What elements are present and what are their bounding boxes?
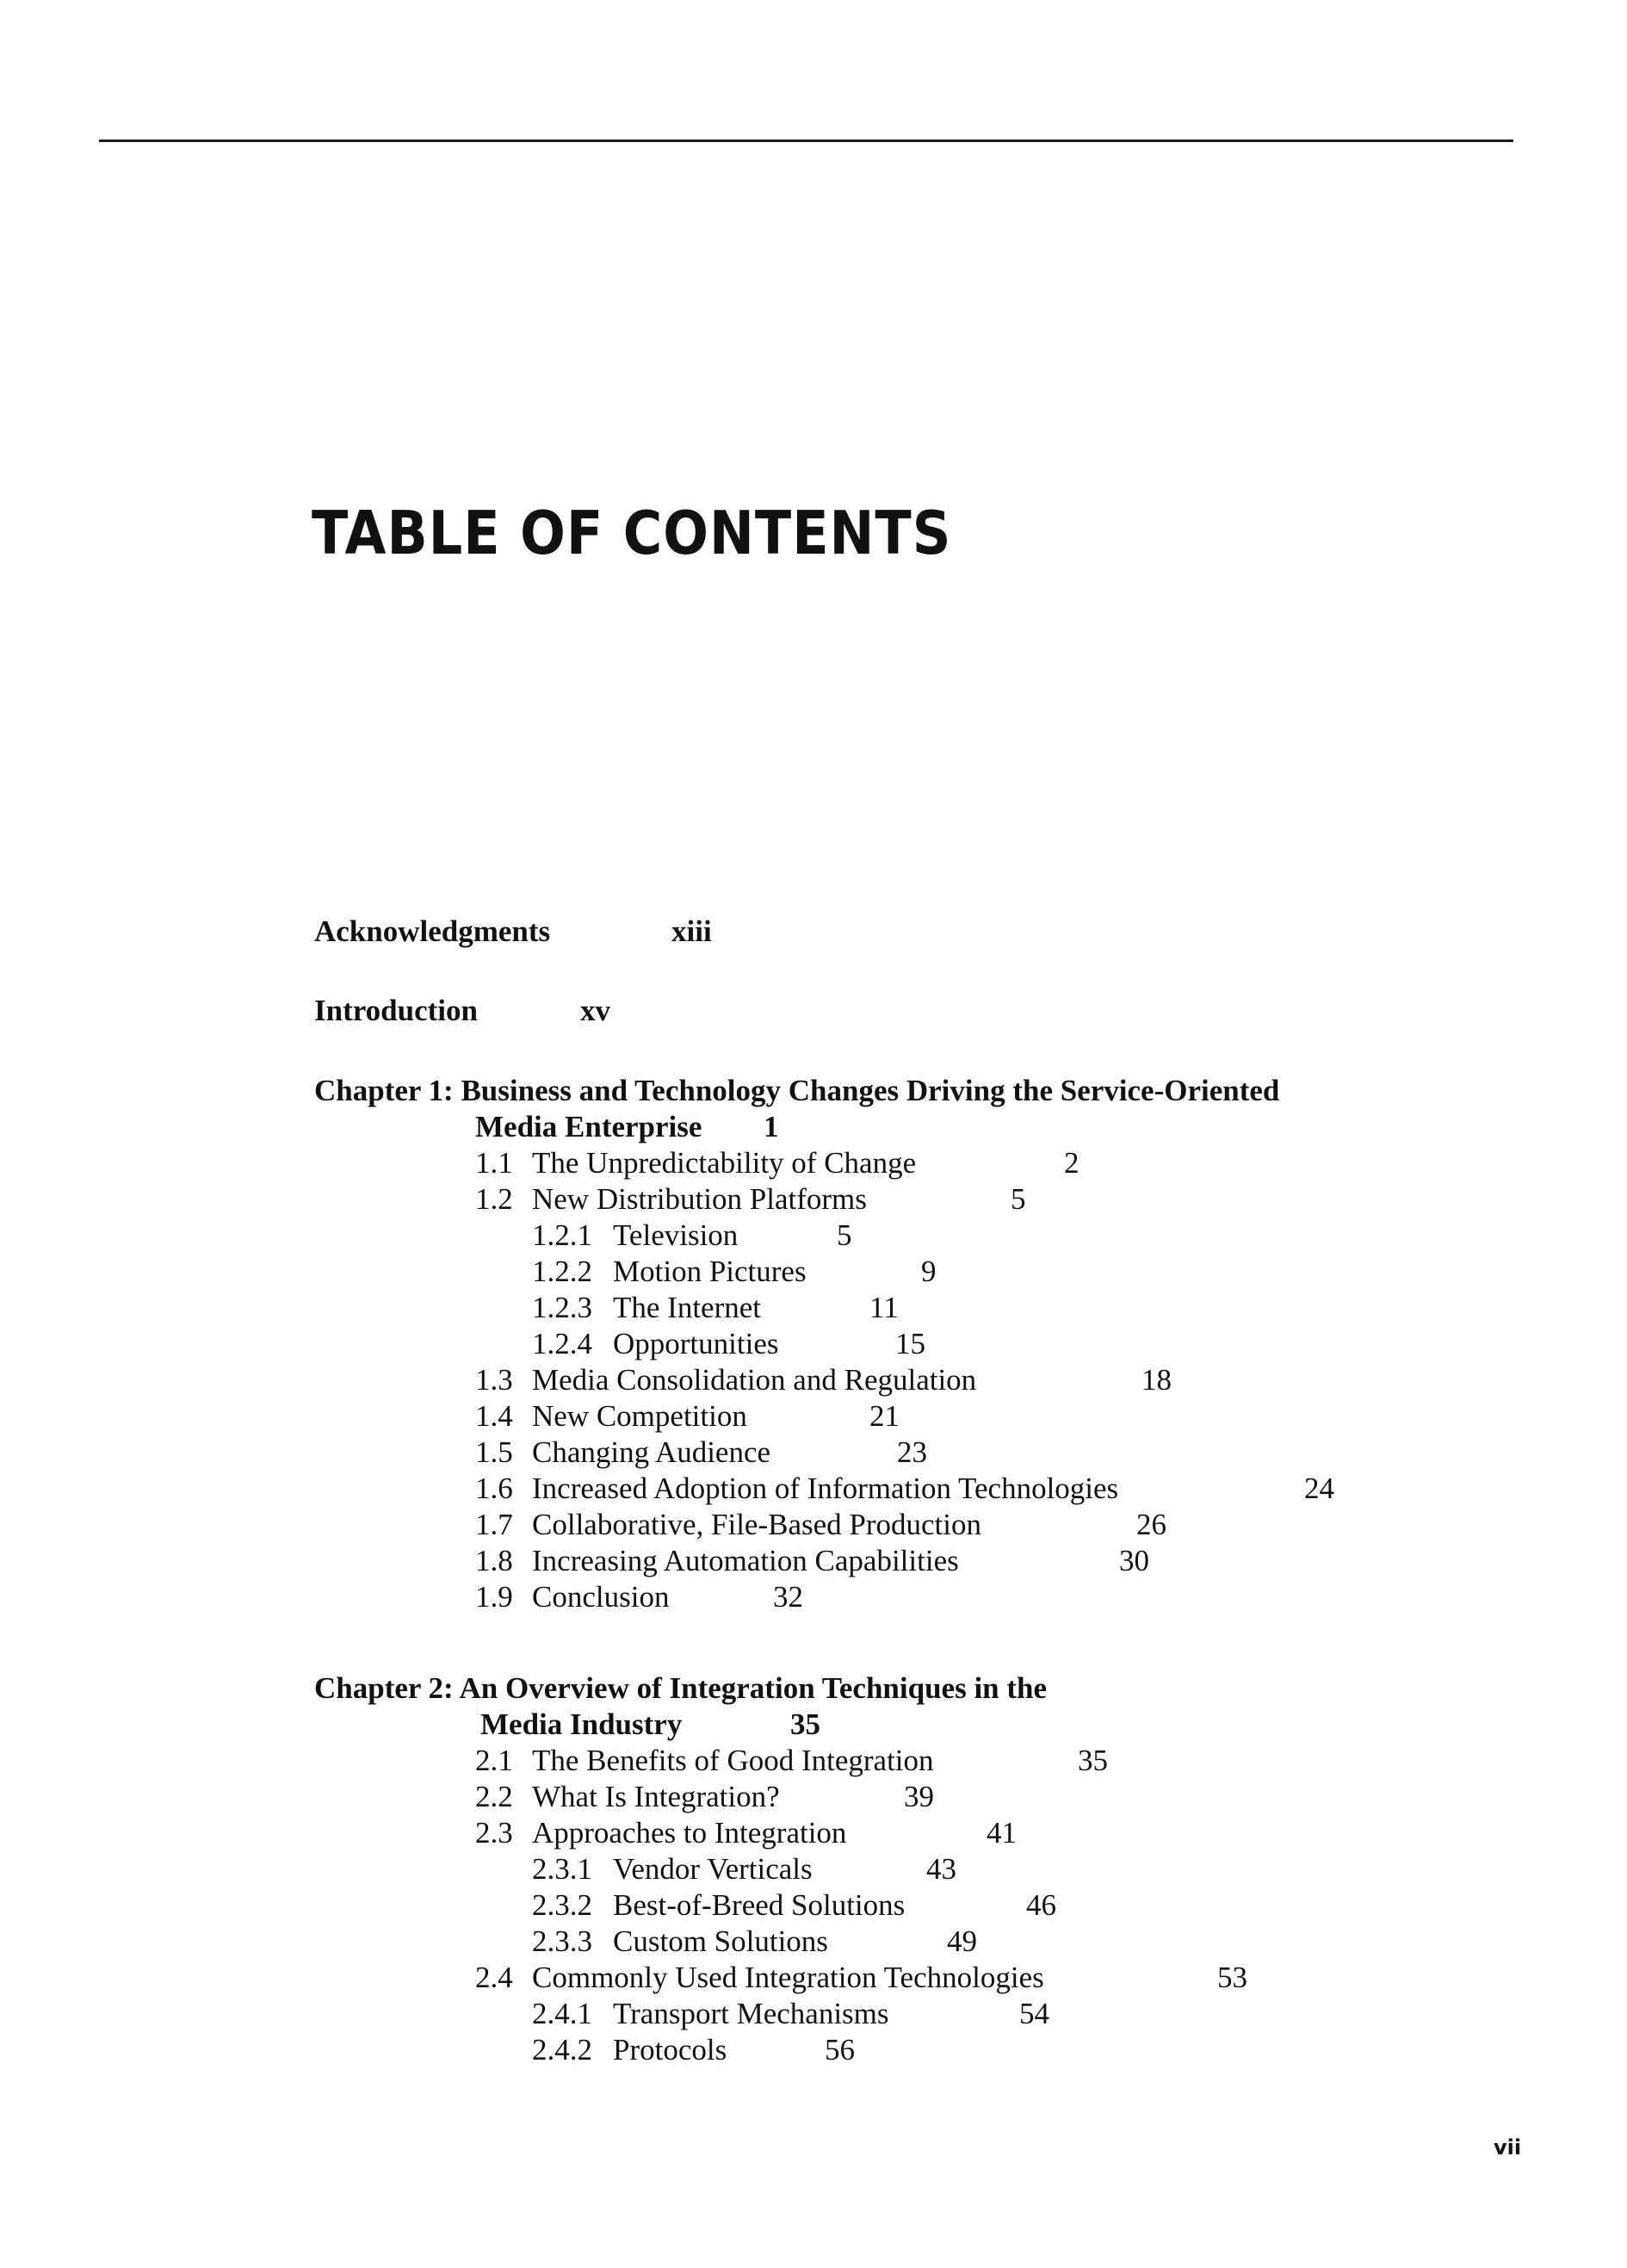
section-1-3-page: 18 bbox=[1141, 1363, 1172, 1397]
section-2-3-number: 2.3 bbox=[475, 1816, 513, 1850]
chapter-1-page: 1 bbox=[764, 1110, 779, 1143]
section-2-3-3-page: 49 bbox=[947, 1924, 977, 1958]
section-1-6-page: 24 bbox=[1304, 1472, 1334, 1505]
section-2-3-page: 41 bbox=[987, 1816, 1017, 1850]
section-2-4-title: Commonly Used Integration Technologies bbox=[532, 1961, 1044, 1994]
section-2-4-1-page: 54 bbox=[1019, 1997, 1049, 2030]
section-2-4-page: 53 bbox=[1217, 1961, 1247, 1994]
section-1-2-2-page: 9 bbox=[921, 1255, 937, 1288]
section-1-2-1-number: 1.2.1 bbox=[532, 1218, 592, 1252]
chapter-2-heading-cont: Media Industry bbox=[480, 1707, 683, 1741]
section-1-7-page: 26 bbox=[1136, 1508, 1166, 1541]
section-2-1-title: The Benefits of Good Integration bbox=[532, 1744, 934, 1777]
toc-entry-acknowledgments-page: xiii bbox=[671, 914, 712, 948]
section-1-2-2-number: 1.2.2 bbox=[532, 1255, 592, 1288]
section-1-5-title: Changing Audience bbox=[532, 1435, 771, 1469]
section-2-3-2-number: 2.3.2 bbox=[532, 1888, 592, 1922]
section-2-2-title: What Is Integration? bbox=[532, 1780, 780, 1813]
toc-entry-introduction-page: xv bbox=[580, 994, 610, 1027]
section-2-2-number: 2.2 bbox=[475, 1780, 513, 1813]
section-1-9-title: Conclusion bbox=[532, 1580, 670, 1614]
section-1-1-number: 1.1 bbox=[475, 1146, 513, 1180]
section-1-2-title: New Distribution Platforms bbox=[532, 1182, 867, 1216]
section-2-3-title: Approaches to Integration bbox=[532, 1816, 847, 1850]
section-1-5-number: 1.5 bbox=[475, 1435, 513, 1469]
section-1-7-number: 1.7 bbox=[475, 1508, 513, 1541]
section-2-3-1-page: 43 bbox=[926, 1852, 956, 1886]
section-2-3-3-number: 2.3.3 bbox=[532, 1924, 592, 1958]
section-1-2-3-page: 11 bbox=[869, 1291, 899, 1324]
section-1-5-page: 23 bbox=[897, 1435, 927, 1469]
section-1-3-title: Media Consolidation and Regulation bbox=[532, 1363, 977, 1397]
section-2-3-2-title: Best-of-Breed Solutions bbox=[613, 1888, 906, 1922]
section-2-2-page: 39 bbox=[904, 1780, 934, 1813]
chapter-2-heading: Chapter 2: An Overview of Integration Techniques in the bbox=[314, 1671, 1048, 1705]
section-2-4-number: 2.4 bbox=[475, 1961, 513, 1994]
section-1-8-number: 1.8 bbox=[475, 1544, 513, 1577]
section-1-1-page: 2 bbox=[1064, 1146, 1080, 1180]
top-rule bbox=[99, 139, 1513, 142]
section-1-4-page: 21 bbox=[869, 1399, 900, 1433]
section-2-4-2-page: 56 bbox=[825, 2033, 855, 2067]
section-1-2-1-page: 5 bbox=[837, 1218, 852, 1252]
section-1-9-number: 1.9 bbox=[475, 1580, 513, 1614]
section-1-2-2-title: Motion Pictures bbox=[613, 1255, 807, 1288]
section-1-2-1-title: Television bbox=[613, 1218, 739, 1252]
section-1-2-3-title: The Internet bbox=[613, 1291, 761, 1324]
page-title: TABLE OF CONTENTS bbox=[312, 498, 952, 568]
section-1-3-number: 1.3 bbox=[475, 1363, 513, 1397]
section-1-6-title: Increased Adoption of Information Technologies bbox=[532, 1472, 1119, 1505]
section-1-4-number: 1.4 bbox=[475, 1399, 513, 1433]
section-2-1-number: 2.1 bbox=[475, 1744, 513, 1777]
toc-entry-introduction-title: Introduction bbox=[314, 994, 478, 1027]
section-1-2-4-page: 15 bbox=[895, 1327, 925, 1360]
chapter-1-heading-cont: Media Enterprise bbox=[475, 1110, 702, 1143]
section-2-1-page: 35 bbox=[1078, 1744, 1108, 1777]
section-2-3-1-number: 2.3.1 bbox=[532, 1852, 592, 1886]
chapter-2-page: 35 bbox=[790, 1707, 820, 1741]
section-1-8-title: Increasing Automation Capabilities bbox=[532, 1544, 959, 1577]
section-2-3-1-title: Vendor Verticals bbox=[613, 1852, 813, 1886]
section-1-2-page: 5 bbox=[1011, 1182, 1026, 1216]
section-1-2-4-title: Opportunities bbox=[613, 1327, 779, 1360]
chapter-1-heading: Chapter 1: Business and Technology Changes Driving the Service-Oriented bbox=[314, 1074, 1280, 1107]
section-1-6-number: 1.6 bbox=[475, 1472, 513, 1505]
section-1-9-page: 32 bbox=[773, 1580, 803, 1614]
section-1-7-title: Collaborative, File-Based Production bbox=[532, 1508, 981, 1541]
section-1-8-page: 30 bbox=[1119, 1544, 1149, 1577]
section-1-1-title: The Unpredictability of Change bbox=[532, 1146, 917, 1180]
section-2-4-1-number: 2.4.1 bbox=[532, 1997, 592, 2030]
section-1-2-4-number: 1.2.4 bbox=[532, 1327, 592, 1360]
toc-entry-acknowledgments-title: Acknowledgments bbox=[314, 914, 551, 948]
section-2-4-2-number: 2.4.2 bbox=[532, 2033, 592, 2067]
section-1-2-number: 1.2 bbox=[475, 1182, 513, 1216]
section-1-2-3-number: 1.2.3 bbox=[532, 1291, 592, 1324]
section-2-4-2-title: Protocols bbox=[613, 2033, 727, 2067]
page-number: vii bbox=[1494, 2135, 1522, 2160]
section-2-3-3-title: Custom Solutions bbox=[613, 1924, 828, 1958]
section-2-3-2-page: 46 bbox=[1026, 1888, 1056, 1922]
section-2-4-1-title: Transport Mechanisms bbox=[613, 1997, 889, 2030]
section-1-4-title: New Competition bbox=[532, 1399, 747, 1433]
